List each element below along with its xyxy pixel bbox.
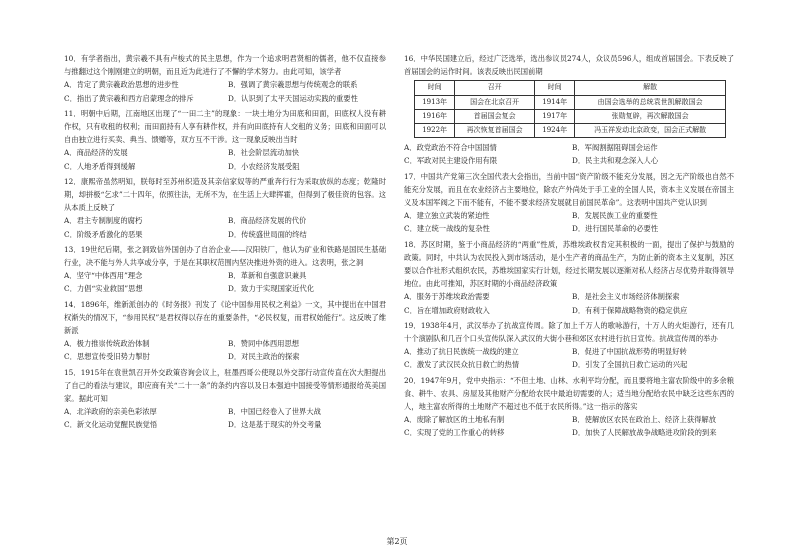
question-stem: 20．1947年9月，党中央指示：“不但土地、山林、水利平均分配，而且要将地主富农阶级中的多余粮食、耕牛、农具、房屋及其他财产分配给农民中最迫切需要的人；适当地分配给农民中缺乏这些东西的人，地主富农所得的土地财产不超过也不低于农民所得。”这一指示的落实 (404, 375, 734, 412)
table-cell: 首届国会复会 (455, 109, 535, 123)
table-cell: 1916年 (415, 109, 455, 123)
option-c: C．建立统一战线的复杂性 (404, 224, 490, 234)
table-cell: 国会在北京召开 (455, 95, 535, 109)
option-d: D．传统盛世局面的终结 (228, 229, 307, 239)
question-stem: 17．中国共产党第三次全国代表大会指出，当前中国“资产阶级不能充分发展，因之无产阶级也自然不能充分发展，而且在农业经济占主要地位，除农产外尚处于手工业的全国人民，资本主义发展在帝国主义及本国军阀之下而不能有，不能不要求经济发展就目前国民革命”。这表明中国共产党认识到 (404, 171, 734, 208)
option-b: B．商品经济发展的代价 (228, 216, 307, 226)
option-a: A．君主专制制度的腐朽 (64, 216, 143, 226)
table-header-cell: 时间 (415, 81, 455, 95)
question-stem: 13．19世纪后期，张之洞致信外国创办了自治企业——汉阳铁厂，他认为矿业和铁路是国民生基础行业，决不能与外人共享或分享，于是在其职权范围内坚决推进外资的进入。这表明，张之洞 (64, 244, 386, 268)
question-13 (64, 243, 386, 296)
option-d: D．民主共和观念深入人心 (572, 156, 659, 166)
table-cell: 再次恢复首届国会 (455, 124, 535, 138)
question-stem: 19．1938年4月，武汉举办了抗战宣传周。除了加上千万人的歌咏游行，十万人的火炬游行，还有几十个演剧队和几百个口头宣传队深入武汉的大街小巷和郊区农村进行抗日宣传。抗战宣传周的举办 (404, 320, 734, 344)
question-16 (404, 52, 734, 168)
question-20 (404, 374, 734, 440)
option-c: C．旨在增加政府财政收入 (404, 305, 490, 315)
question-stem: 16．中华民国建立后，经过广泛选举，选出参议员274人，众议员596人，组成首届国会。下表反映了首届国会的运作时间。该表反映出民国前期 (404, 54, 734, 77)
option-a: A．建立独立武装的紧迫性 (404, 211, 490, 221)
option-a: A．推动了抗日民族统一战线的建立 (404, 347, 519, 357)
option-c: C．实现了党的工作重心的转移 (404, 428, 505, 438)
table-cell: 1914年 (535, 95, 575, 109)
question-12 (64, 175, 386, 241)
option-a: A．极力推崇传统政治体制 (64, 339, 150, 349)
question-stem: 11．明朝中后期，江南地区出现了“一田二主”的现象：一块土地分为田底和田面，田底权人没有耕作权，只有收租的权利；而田面持有人享有耕作权，并有向田底持有人交租的义务；田底和田面可以自由独立进行买卖、典当、馈赠等，双方互不干涉。这一现象反映出当时 (64, 108, 386, 145)
option-c: C．思想宣传受旧势力掣肘 (64, 352, 150, 362)
option-b: B．军阀割据阻碍国会运作 (572, 143, 658, 153)
option-c: C．指出了黄宗羲和西方启蒙理念的排斥 (64, 93, 194, 103)
option-c: C．激发了武汉民众抗日救亡的热情 (404, 360, 520, 370)
question-stem: 14．1896年，维新派创办的《时务报》刊发了《论中国参用民权之利益》一文，其中提出在中国君权渐失的情况下，“参用民权”是君权得以存在的重要条件，“必民权复，而君权始能行”。这反映了维新派 (64, 299, 386, 336)
question-17 (404, 170, 734, 236)
table-row (415, 109, 726, 123)
option-a: A．政党政治不符合中国国情 (404, 143, 497, 153)
option-c: C．阶级矛盾激化的恶果 (64, 229, 143, 239)
option-d: D．加快了人民解放战争战略进攻阶段的到来 (572, 428, 717, 438)
table-header-cell: 时间 (535, 81, 575, 95)
table-cell: 1922年 (415, 124, 455, 138)
table-cell: 1924年 (535, 124, 575, 138)
question-10 (64, 52, 386, 105)
option-d: D．进行国民革命的必要性 (572, 224, 659, 234)
option-a: A．肯定了黄宗羲政治思想的进步性 (64, 80, 179, 90)
table-header-row (415, 81, 726, 95)
table-cell: 由国会选举的总统袁世凯解散国会 (575, 95, 726, 109)
option-b: B．发展民族工业的重要性 (572, 211, 658, 221)
option-d: D．认识到了太平天国运动实践的重要性 (228, 93, 358, 103)
option-a: A．坚守“中体西用”理念 (64, 271, 143, 281)
option-d: D．小农经济发展受阻 (228, 161, 300, 171)
option-a: A．服务于苏维埃政治需要 (404, 292, 490, 302)
option-b: B．强调了黄宗羲思想与传统观念的联系 (228, 80, 358, 90)
option-c: C．人地矛盾得到缓解 (64, 161, 136, 171)
option-d: D．有利于保障战略物资的稳定供应 (572, 305, 688, 315)
option-a: A．商品经济的发展 (64, 148, 128, 158)
table-cell: 1913年 (415, 95, 455, 109)
table-row (415, 124, 726, 138)
option-d: D．这是基于现实的外交考量 (228, 420, 322, 430)
table-cell: 冯玉祥发动北京政变，国会正式解散 (575, 124, 726, 138)
parliament-table (414, 80, 726, 138)
table-header-cell: 召开 (455, 81, 535, 95)
option-c: C．军政对民主建设作用有限 (404, 156, 498, 166)
question-stem: 18．苏区时期，鉴于小商品经济的“两重”性质，苏维埃政权肯定其积极的一面，提出了保护与鼓励的政策。同时，中共认为农民投入到市场活动，是小生产者的商品生产，为防止新的资本主义复制，苏区要以合作社形式组织农民，苏维埃国家实行计划，经过长期发展以逐渐对私人经济占尽优势并取得领导地位。由此可推知，苏区时期的小商品经济政策 (404, 239, 734, 289)
right-column (404, 52, 734, 442)
option-d: D．引发了全国抗日救亡运动的兴起 (572, 360, 688, 370)
option-b: B．革新和自强意识兼具 (228, 271, 307, 281)
option-c: C．力倡“实业救国”思想 (64, 284, 143, 294)
option-b: B．使解放区农民在政治上、经济上获得解放 (572, 415, 717, 425)
option-d: D．对民主政治的探索 (228, 352, 300, 362)
option-b: B．中国已经卷入了世界大战 (228, 407, 321, 417)
question-14 (64, 298, 386, 364)
page-number: 第2页 (386, 537, 408, 546)
question-18 (404, 238, 734, 317)
question-stem: 12．康熙帝虽然明知，朕每时至苏州织造及其亲信家奴等的严重奔行行为采取放纵的态度；乾隆时期，却拼极“乞求”二十四年，依照往法，无所不为，在生活上大肆挥霍，但得到了极佳资的包容。这从本质上反映了 (64, 176, 386, 213)
table-row (415, 95, 726, 109)
option-a: A．北洋政府的亲美色彩浓厚 (64, 407, 157, 417)
question-15 (64, 366, 386, 432)
option-c: C．新文化运动觉醒民族觉悟 (64, 420, 158, 430)
question-11 (64, 107, 386, 173)
table-cell: 1917年 (535, 109, 575, 123)
option-d: D．致力于实现国家近代化 (228, 284, 315, 294)
option-b: B．赞同中体西用思想 (228, 339, 300, 349)
left-column (64, 52, 386, 434)
option-b: B．社会阶层流动加快 (228, 148, 300, 158)
table-header-cell: 解散 (575, 81, 726, 95)
table-cell: 张勋复辟，再次解散国会 (575, 109, 726, 123)
option-a: A．废除了解放区的土地私有制 (404, 415, 505, 425)
question-19 (404, 319, 734, 372)
question-stem: 10．有学者指出，黄宗羲不具有卢梭式的民主思想，作为一个追求明君贤相的儒者，他不仅直接参与推翻过这个刚刚建立的明朝，而且近为此进行了不懈的学术努力。由此可知，该学者 (64, 54, 386, 77)
question-stem: 15．1915年在袁世凯召开外交政策咨询会议上，驻墨西哥公使现以外交部行动宣传直在次大胆提出了自己的看法与建议，即应商有关“二十一条”的条约内容以及日本强迫中国接受等情形通报给英美国家。据此可知 (64, 367, 386, 404)
option-b: B．是社会主义市场经济体制探索 (572, 292, 680, 302)
option-b: B．促进了中国抗战形势的明显好转 (572, 347, 687, 357)
